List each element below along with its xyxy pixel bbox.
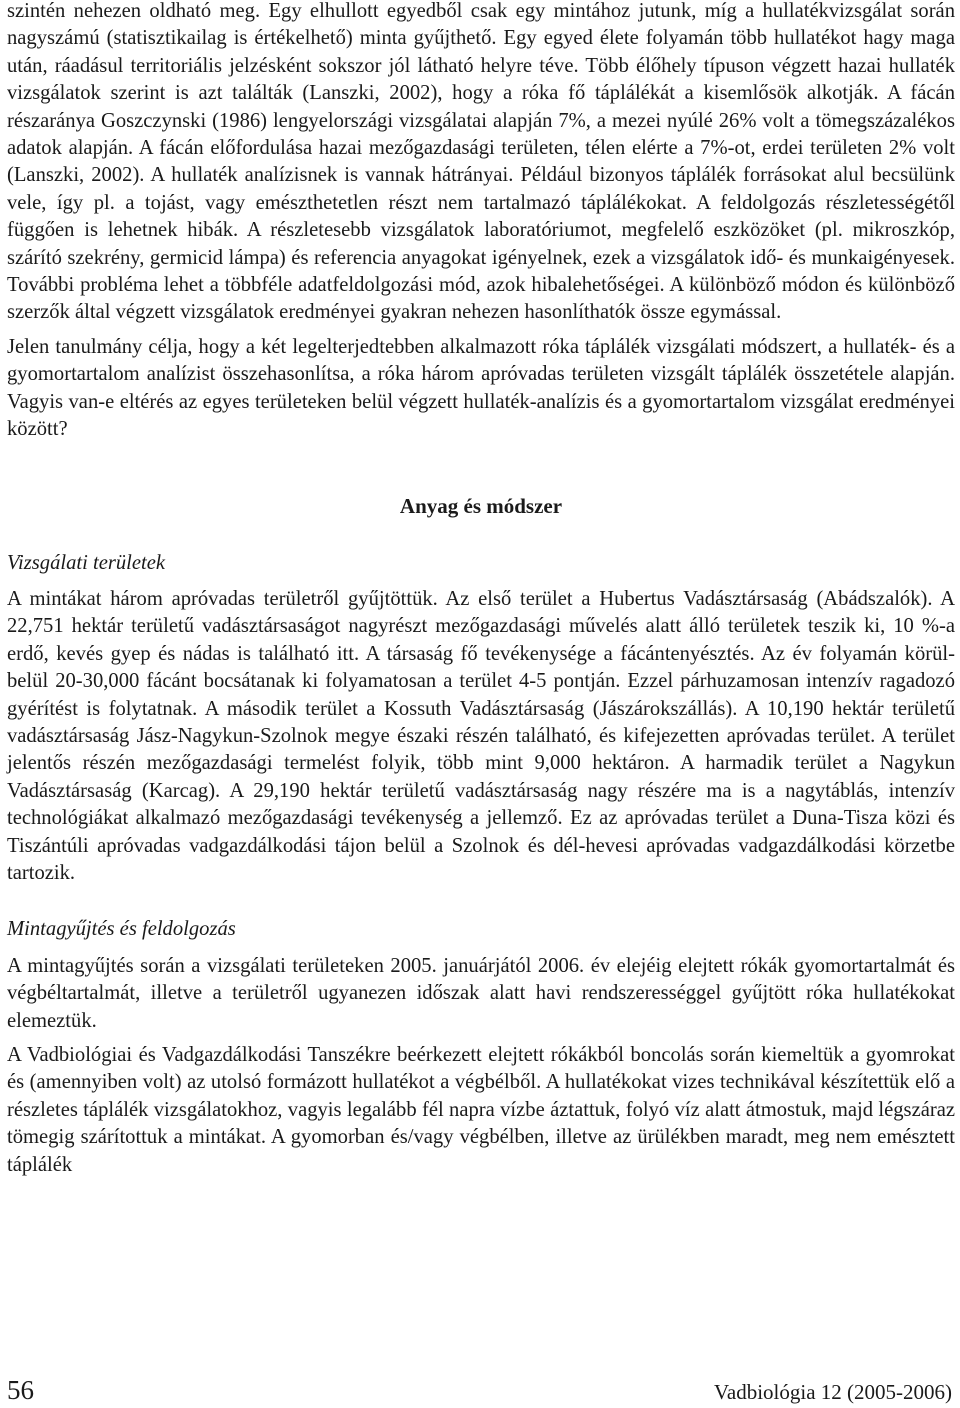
subsection-heading-study-areas: Vizsgálati területek	[7, 551, 166, 574]
subsection-heading-sampling: Mintagyűjtés és feldolgozás	[7, 918, 236, 941]
body-paragraph-2: Jelen tanulmány célja, hogy a két legelterjedtebben alkalmazott róka táplálék vizsgálati módszert, a hullaték- és a gyomortartalom analízist összehasonlítsa, a róka három apróvadas területen vizsgált táplálék összetétele alapján. Vagyis van-e eltérés az egyes területeken belül végzett hullaték-analízis és a gyomortartalom vizsgálat eredményei között?	[7, 335, 955, 441]
study-areas-paragraph: A mintákat három apróvadas területről gyűjtöttük. Az első terület a Hubertus Vadásztársaság (Abádszalók). A 22,751 hektár területű vadásztársaságot nagyrészt mezőgazdasági művelés alatt álló területek teszik ki, 10 %-a erdő, kevés gyep és nádas is található itt. A társaság fő tevékenysége a fácántenyésztés. Az év folyamán körül-belül 20-30,000 fácánt bocsátanak ki folyamatosan a terület 4-5 pontján. Ezzel párhuzamosan intenzív ragadozó gyérítést is folytatnak. A második terület a Kossuth Vadásztársaság (Jászárokszállás). A 10,190 hektár területű vadásztársaság Jász-Nagykun-Szolnok megye északi részén található, és kifejezetten apróvadas terület. A terület jelentős részén mezőgazdasági termelést folyik, több mint 9,000 hektáron. A harmadik terület a Nagykun Vadásztársaság (Karcag). A 29,190 hektár területű vadásztársaság nagy részére ma is a nagytáblás, intenzív technológiákat alkalmazó mezőgazdasági tevékenység a jellemző. Ez az apróvadas terület a Duna-Tisza közi és Tiszántúli apróvadas vadgazdálkodási tájon belül a Szolnok és dél-hevesi apróvadas vadgazdálkodási körzetbe tartozik.	[7, 587, 955, 884]
journal-citation: Vadbiológia 12 (2005-2006)	[714, 1380, 952, 1404]
page-number: 56	[7, 1375, 34, 1405]
page-body	[7, 0, 955, 1179]
body-paragraph-1: szintén nehezen oldható meg. Egy elhullott egyedből csak egy mintához jutunk, míg a hullatékvizsgálat során nagyszámú (statisztikailag is értékelhető) minta gyűjthető. Egy egyed élete folyamán több hullatékot hagy maga után, ráadásul territoriális jelzésként sokszor jól látható helyre téve. Több élőhely típuson végzett hazai hullaték vizsgálatok szerint is azt találták (Lanszki, 2002), hogy a róka fő táplálékát a kisemlősök alkotják. A fácán részaránya Goszczynski (1986) lengyelországi vizsgálatai alapján 7%, a mezei nyúlé 26% volt a tömegszázalékos adatok alapján. A fácán előfordulása hazai mezőgazdasági területen, télen elérte a 7%-ot, erdei területen 2% volt (Lanszki, 2002). A hullaték analízisnek is vannak hátrányai. Például bizonyos táplálék forrásokat alul becsülünk vele, így pl. a tojást, vagy emészthetetlen részt nem tartalmazó táplálékokat. A feldolgozás részletességétől függően is lehetnek hibák. A részletesebb vizsgálatok laboratóriumot, megfelelő eszközöket (pl. mikroszkóp, szárító szekrény, germicid lámpa) és referencia anyagokat igényelnek, ezek a vizsgálatok idő- és munkaigényesek. További probléma lehet a többféle adatfeldolgozási mód, azok hibalehetőségei. A különböző módon és különböző szerzők által végzett vizsgálatok eredményei gyakran nehezen hasonlíthatók össze egymással.	[7, 0, 955, 324]
sampling-paragraph-1: A mintagyűjtés során a vizsgálati területeken 2005. januárjától 2006. év elejéig elejtett rókák gyomortartalmát és végbéltartalmát, illetve a területről ugyanezen időszak alatt havi rendszerességgel gyűjtött róka hullatékokat elemeztük.	[7, 954, 955, 1032]
section-title: Anyag és módszer	[399, 493, 563, 518]
page-footer	[7, 1375, 952, 1407]
sampling-paragraph-2: A Vadbiológiai és Vadgazdálkodási Tanszékre beérkezett elejtett rókákból boncolás során kiemeltük a gyomrokat és (amennyiben volt) az utolsó formázott hullatékot a végbélből. A hullatékokat vizes technikával készítettük elő a részletes táplálék vizsgálatokhoz, vagyis legalább fél napra vízbe áztattuk, folyó víz alatt átmostuk, majd légszáraz tömegig szárítottuk a mintákat. A gyomorban és/vagy végbélben, illetve az ürülékben maradt, meg nem emésztett táplálék	[7, 1044, 955, 1176]
